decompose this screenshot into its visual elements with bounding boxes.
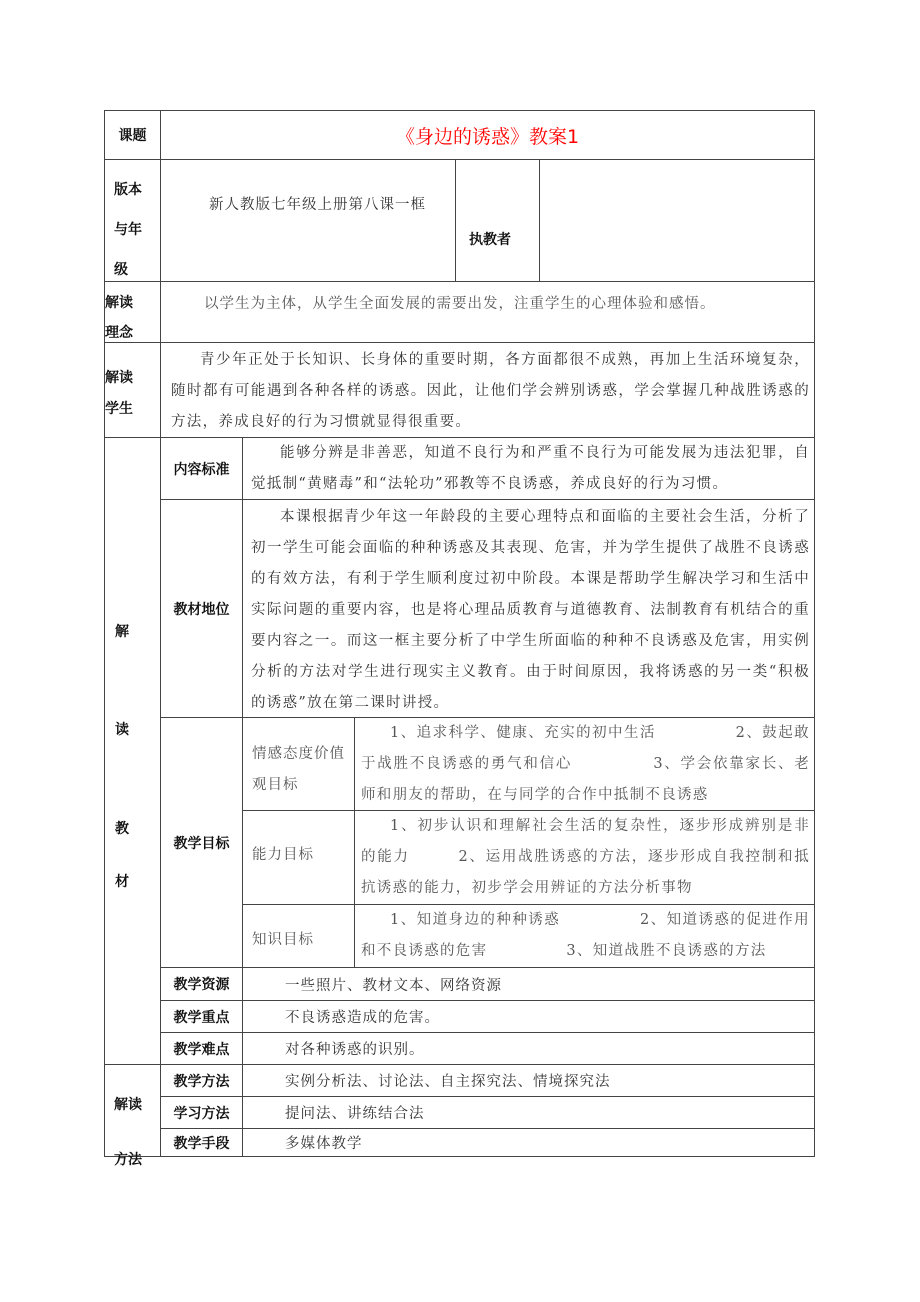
difficulty-label: 教学难点 [160, 1032, 243, 1065]
materials-label [104, 437, 161, 1065]
label-char: 教 [115, 821, 129, 837]
goal-knowledge-label: 知识目标 [242, 904, 355, 968]
page-title: 《身边的诱惑》教案1 [160, 110, 815, 160]
position-text: 本课根据青少年这一年龄段的主要心理特点和面临的主要社会生活，分析了初一学生可能会面临的种种诱惑及其表现、危害，并为学生提供了战胜不良诱惑的有效方法，有利于学生顺利度过初中阶段。本课是帮助学生解决学习和生活中实际问题的重要内容，也是将心理品质教育与道德教育、法制教育有机结合的重要内容之一。而这一框主要分析了中学生所面临的种种不良诱惑及危害，用实例分析的方法对学生进行现实主义教育。由于时间原因，我将诱惑的另一类“积极的诱惑”放在第二课时讲授。 [242, 499, 815, 718]
label-line: 解读 [105, 370, 133, 386]
label-line: 级 [114, 262, 128, 278]
label-line: 理念 [105, 325, 133, 341]
edition-label [104, 159, 161, 282]
goal-emotion-label: 情感态度价值观目标 [242, 717, 355, 811]
methods-label [104, 1064, 161, 1168]
key-point-label: 教学重点 [160, 1000, 243, 1033]
learning-method-text: 提问法、讲练结合法 [242, 1096, 815, 1129]
key-point-text: 不良诱惑造成的危害。 [242, 1000, 815, 1033]
philosophy-label [104, 281, 161, 343]
resources-label: 教学资源 [160, 967, 243, 1001]
label-char: 读 [115, 722, 129, 738]
philosophy-text: 以学生为主体，从学生全面发展的需要出发，注重学生的心理体验和感悟。 [160, 281, 815, 343]
topic-label: 课题 [104, 110, 161, 160]
teaching-method-text: 实例分析法、讨论法、自主探究法、情境探究法 [242, 1064, 815, 1097]
teacher-value [539, 159, 815, 282]
teaching-method-label: 教学方法 [160, 1064, 243, 1097]
content-standard-text: 能够分辨是非善恶，知道不良行为和严重不良行为可能发展为违法犯罪，自觉抵制“黄赌毒”和“法轮功”邪教等不良诱惑，养成良好的行为习惯。 [242, 437, 815, 500]
goal-knowledge-text: 1、知道身边的种种诱惑 2、知道诱惑的促进作用和不良诱惑的危害 3、知道战胜不良诱惑的方法 [354, 904, 815, 968]
label-line: 解读 [114, 1097, 142, 1113]
label-line: 方法 [114, 1152, 142, 1168]
label-line: 解读 [105, 295, 133, 311]
resources-text: 一些照片、教材文本、网络资源 [242, 967, 815, 1001]
teaching-means-label: 教学手段 [160, 1128, 243, 1157]
label-char: 材 [115, 874, 129, 890]
goals-label: 教学目标 [160, 717, 243, 968]
students-text: 青少年正处于长知识、长身体的重要时期，各方面都很不成熟，再加上生活环境复杂，随时都有可能遇到各种各样的诱惑。因此，让他们学会辨别诱惑，学会掌握几种战胜诱惑的方法，养成良好的行为习惯就显得很重要。 [160, 342, 815, 438]
label-line: 与年 [114, 222, 142, 238]
students-label [104, 342, 161, 438]
goal-ability-label: 能力目标 [242, 810, 355, 905]
difficulty-text: 对各种诱惑的识别。 [242, 1032, 815, 1065]
label-line: 版本 [114, 182, 142, 198]
goal-emotion-text: 1、追求科学、健康、充实的初中生活 2、鼓起敢于战胜不良诱惑的勇气和信心 3、学会依靠家长、老师和朋友的帮助，在与同学的合作中抵制不良诱惑 [354, 717, 815, 811]
goal-ability-text: 1、初步认识和理解社会生活的复杂性，逐步形成辨别是非的能力 2、运用战胜诱惑的方法，逐步形成自我控制和抵抗诱惑的能力，初步学会用辨证的方法分析事物 [354, 810, 815, 905]
label-line: 学生 [105, 401, 133, 417]
label-char: 解 [115, 624, 129, 640]
teaching-means-text: 多媒体教学 [242, 1128, 815, 1157]
edition-value: 新人教版七年级上册第八课一框 [160, 159, 456, 282]
content-standard-label: 内容标准 [160, 437, 243, 500]
teacher-label: 执教者 [455, 159, 540, 282]
position-label: 教材地位 [160, 499, 243, 718]
learning-method-label: 学习方法 [160, 1096, 243, 1129]
